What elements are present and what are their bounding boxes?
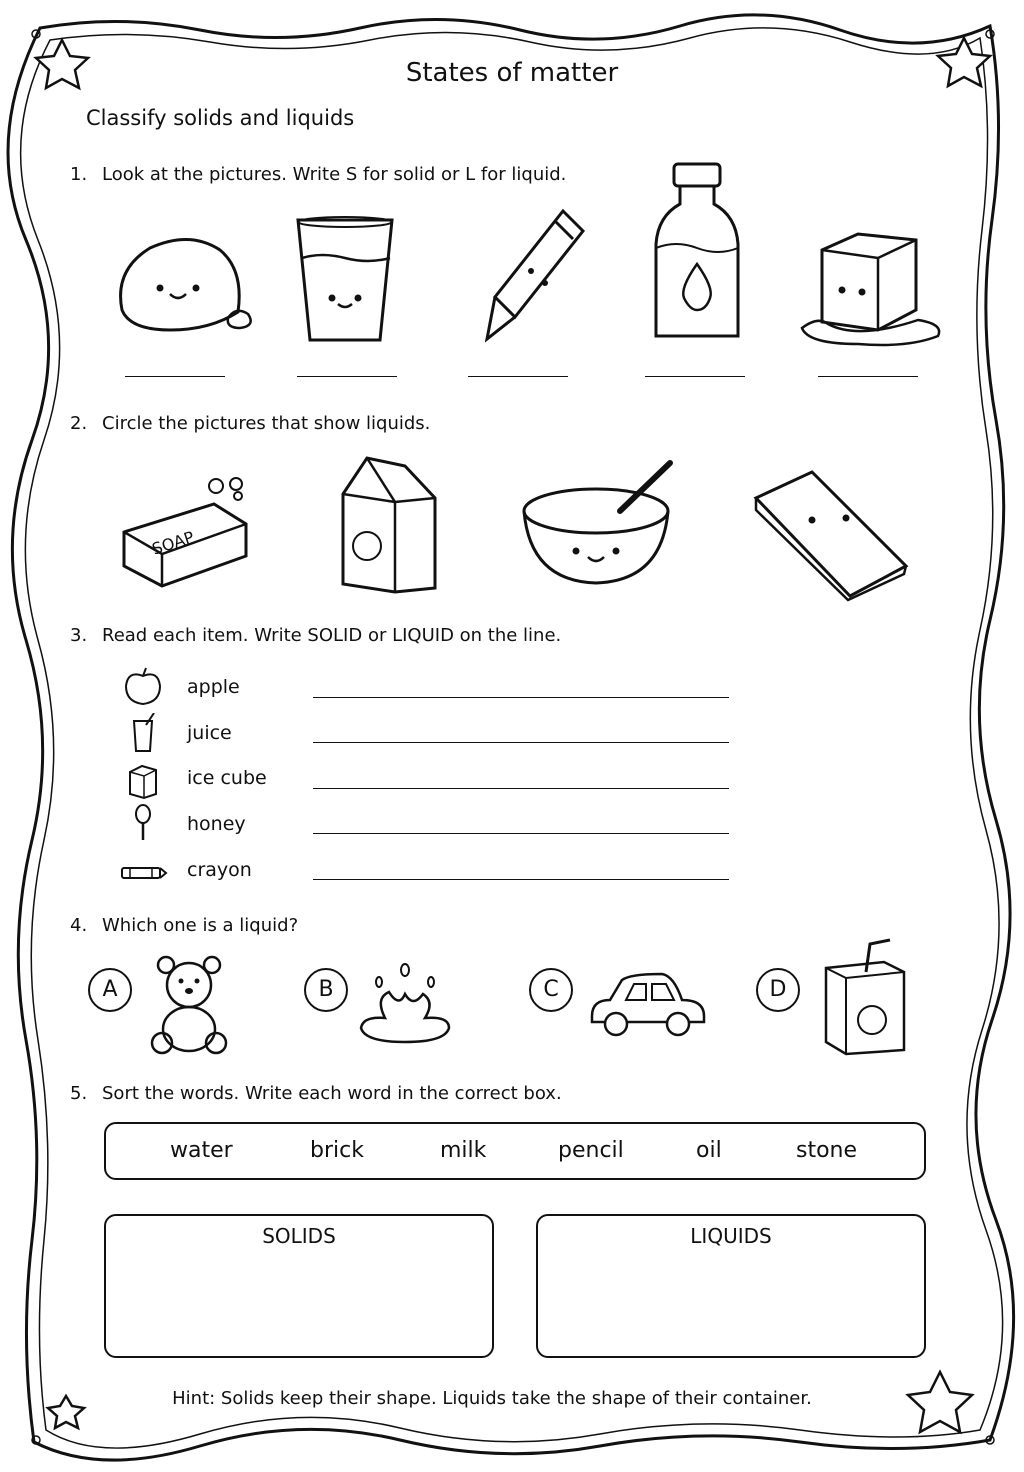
question-4 [70, 915, 298, 936]
answer-line[interactable] [313, 697, 729, 698]
word-bank-item: brick [310, 1138, 364, 1163]
hint-text: Hint: Solids keep their shape. Liquids take the shape of their container. [172, 1388, 812, 1409]
question-text: Circle the pictures that show liquids. [102, 413, 431, 434]
melting-ice-cube-icon [798, 232, 946, 347]
juice-glass-icon [118, 713, 168, 753]
word-bank-item: oil [696, 1138, 722, 1163]
ice-cube-icon [118, 760, 168, 800]
option-a[interactable]: A [88, 968, 132, 1012]
word-bank-item: stone [796, 1138, 858, 1163]
book-icon[interactable] [750, 468, 910, 603]
spoon-icon [118, 804, 168, 844]
solids-box-header: SOLIDS [262, 1224, 336, 1248]
apple-icon [118, 666, 168, 706]
liquids-box[interactable] [536, 1214, 926, 1358]
soup-bowl-icon[interactable] [520, 455, 680, 590]
item-label: ice cube [187, 767, 267, 789]
word-bank-item: pencil [558, 1138, 624, 1163]
teddy-bear-icon [148, 955, 230, 1057]
item-label: crayon [187, 859, 252, 881]
answer-line[interactable] [125, 376, 225, 377]
question-text: Look at the pictures. Write S for solid or L for liquid. [102, 164, 567, 185]
question-2 [70, 413, 430, 434]
worksheet-title: States of matter [405, 58, 619, 88]
item-label: apple [187, 676, 240, 698]
answer-line[interactable] [818, 376, 918, 377]
car-icon [586, 970, 708, 1040]
bottle-icon [650, 160, 745, 345]
answer-line[interactable] [313, 788, 729, 789]
question-text: Sort the words. Write each word in the correct box. [102, 1083, 562, 1104]
answer-line[interactable] [297, 376, 397, 377]
word-bank [104, 1122, 926, 1180]
question-3 [70, 625, 561, 646]
question-number: 4. [70, 915, 88, 936]
solids-box[interactable] [104, 1214, 494, 1358]
option-c[interactable]: C [529, 968, 573, 1012]
liquids-box-header: LIQUIDS [690, 1224, 772, 1248]
question-5 [70, 1083, 562, 1104]
soap-label: SOAP [149, 527, 197, 559]
answer-line[interactable] [645, 376, 745, 377]
answer-line[interactable] [313, 742, 729, 743]
worksheet-subtitle: Classify solids and liquids [86, 106, 355, 130]
option-b[interactable]: B [304, 968, 348, 1012]
glass-of-water-icon [292, 212, 402, 347]
question-number: 3. [70, 625, 88, 646]
soap-bar-icon[interactable] [118, 474, 253, 590]
question-number: 5. [70, 1083, 88, 1104]
question-number: 1. [70, 164, 88, 185]
rock-icon [110, 230, 260, 340]
question-text: Read each item. Write SOLID or LIQUID on the line. [102, 625, 562, 646]
item-label: honey [187, 813, 246, 835]
answer-line[interactable] [313, 879, 729, 880]
word-bank-item: milk [440, 1138, 487, 1163]
juice-box-icon [820, 938, 912, 1058]
question-number: 2. [70, 413, 88, 434]
milk-carton-icon[interactable] [335, 452, 445, 597]
option-d[interactable]: D [756, 968, 800, 1012]
word-bank-item: water [170, 1138, 233, 1163]
crayon-icon [118, 852, 168, 892]
pencil-icon [485, 205, 590, 345]
question-text: Which one is a liquid? [102, 915, 299, 936]
splash-icon [355, 958, 455, 1048]
question-1 [70, 164, 566, 185]
answer-line[interactable] [468, 376, 568, 377]
item-label: juice [187, 722, 232, 744]
answer-line[interactable] [313, 833, 729, 834]
